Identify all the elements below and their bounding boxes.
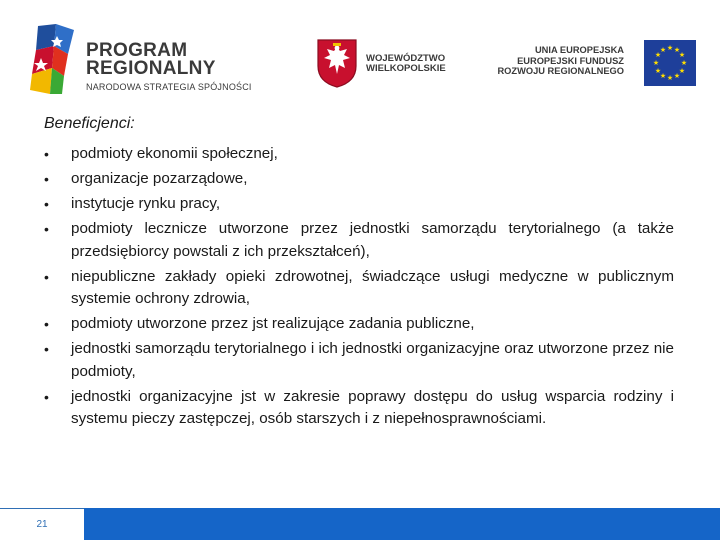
program-logo-subtitle: NARODOWA STRATEGIA SPÓJNOŚCI xyxy=(86,82,252,92)
eu-flag-icon xyxy=(644,40,696,86)
list-item-text: instytucje rynku pracy, xyxy=(71,195,221,212)
eagle-shield-icon xyxy=(316,38,358,88)
list-item-text: niepubliczne zakłady opieki zdrowotnej, świadczące usługi medyczne w publicznym systemie ochrony zdrowia, xyxy=(71,267,674,307)
list-item-text: podmioty lecznicze utworzone przez jednostki samorządu terytorialnego (a także przedsiębiorcy powstali z ich przekształceń), xyxy=(71,220,674,260)
bullet-icon: • xyxy=(44,146,49,162)
svg-text:★: ★ xyxy=(666,74,674,82)
program-logo-line2: REGIONALNY xyxy=(86,58,216,79)
list-item xyxy=(44,218,674,263)
svg-text:★: ★ xyxy=(654,67,662,75)
bullet-icon: • xyxy=(44,221,49,237)
bullet-icon: • xyxy=(44,196,49,212)
svg-text:★: ★ xyxy=(666,44,674,52)
wojewodztwo-text xyxy=(366,54,446,74)
region-logo-line2: WIELKOPOLSKIE xyxy=(366,63,446,74)
list-item xyxy=(44,168,674,191)
svg-text:★: ★ xyxy=(659,46,667,54)
svg-text:★: ★ xyxy=(673,46,681,54)
page-number: 21 xyxy=(0,508,84,540)
beneficiaries-list xyxy=(44,143,674,431)
list-item xyxy=(44,338,674,383)
bullet-icon: • xyxy=(44,341,49,357)
svg-text:★: ★ xyxy=(659,72,667,80)
program-regionalny-emblem-icon xyxy=(28,24,76,96)
bullet-icon: • xyxy=(44,171,49,187)
svg-text:★: ★ xyxy=(654,51,662,59)
list-item-text: podmioty utworzone przez jst realizujące zadania publiczne, xyxy=(71,315,475,332)
program-regionalny-logo xyxy=(28,24,258,100)
list-item xyxy=(44,143,674,166)
bullet-icon: • xyxy=(44,268,49,285)
svg-text:★: ★ xyxy=(678,67,686,75)
list-item xyxy=(44,386,674,431)
slide-footer xyxy=(0,508,720,540)
svg-text:★: ★ xyxy=(678,51,686,59)
region-logo-line1: WOJEWÓDZTWO xyxy=(366,53,446,64)
list-item-text: jednostki samorządu terytorialnego i ich jednostki organizacyjne oraz utworzone przez nie podmioty, xyxy=(71,340,674,380)
svg-text:★: ★ xyxy=(673,72,681,80)
unia-europejska-logo xyxy=(496,40,696,88)
footer-bar xyxy=(84,508,720,540)
svg-text:★: ★ xyxy=(680,59,688,67)
bullet-icon: • xyxy=(44,316,49,332)
eu-logo-line1: UNIA EUROPEJSKA xyxy=(534,45,624,55)
list-item xyxy=(44,193,674,216)
wojewodztwo-wielkopolskie-logo xyxy=(316,38,456,90)
list-item-text: organizacje pozarządowe, xyxy=(71,170,248,187)
list-item xyxy=(44,313,674,336)
svg-text:★: ★ xyxy=(652,59,660,67)
eu-logo-line3: ROZWOJU REGIONALNEGO xyxy=(497,66,624,76)
eu-fund-text xyxy=(497,45,624,77)
program-logo-line1: PROGRAM xyxy=(86,40,188,61)
beneficiaries-heading: Beneficjenci: xyxy=(44,115,135,132)
slide-content xyxy=(44,108,674,433)
list-item-text: jednostki organizacyjne jst w zakresie poprawy dostępu do usług wsparcia rodziny i systemu pieczy zastępczej, osób starszych i z niepełnosprawnościami. xyxy=(71,387,674,427)
list-item xyxy=(44,266,674,311)
slide-header xyxy=(0,0,720,108)
eu-logo-line2: EUROPEJSKI FUNDUSZ xyxy=(517,55,624,66)
program-regionalny-text xyxy=(86,42,252,92)
bullet-icon: • xyxy=(44,388,49,405)
list-item-text: podmioty ekonomii społecznej, xyxy=(71,145,278,162)
